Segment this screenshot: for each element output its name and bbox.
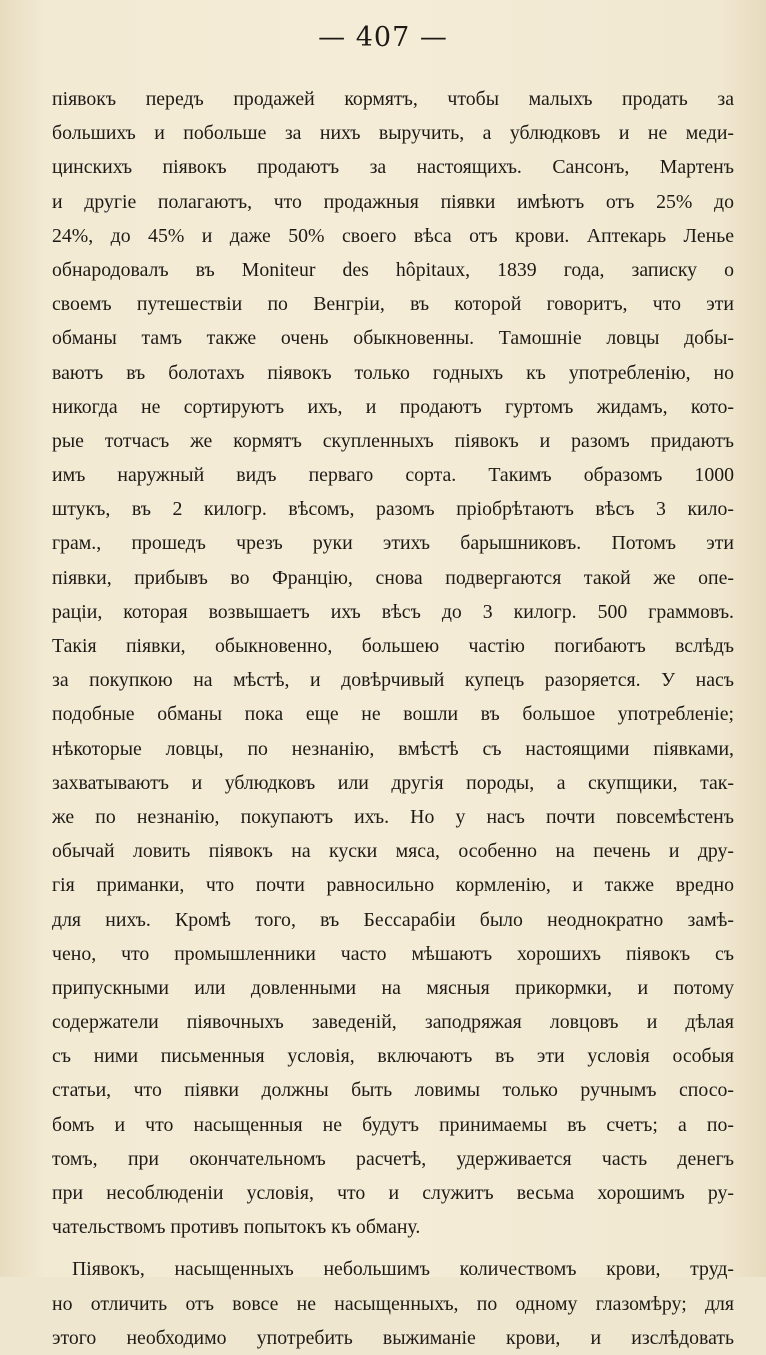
text-line: чено, что промышленники часто мѣшаютъ хорошихъ піявокъ съ [52,942,734,965]
text-line: піявокъ передъ продажей кормятъ, чтобы малыхъ продать за [52,88,734,110]
text-line: и другіе полагаютъ, что продажныя піявки имѣютъ отъ 25% до [52,190,734,213]
text-line: никогда не сортируютъ ихъ, и продаютъ гуртомъ жидамъ, кото- [52,395,734,418]
body-text [52,82,734,1355]
text-line: нѣкоторые ловцы, по незнанію, вмѣстѣ съ настоящими піявками, [52,737,734,760]
text-line: обычай ловить піявокъ на куски мяса, особенно на печень и дру- [52,840,734,863]
text-line: Такія піявки, обыкновенно, большею частію погибаютъ вслѣдъ [52,635,734,657]
text-line: большихъ и побольше за нихъ выручить, а ублюдковъ и не меди- [52,122,734,145]
paragraph-1 [52,82,734,1244]
text-line: статьи, что піявки должны быть ловимы только ручнымъ спосо- [52,1079,734,1102]
text-line: томъ, при окончательномъ расчетѣ, удерживается часть денегъ [52,1147,734,1170]
text-line: захватываютъ и ублюдковъ или другія породы, а скупщики, так- [52,771,734,794]
text-line: но отличить отъ вовсе не насыщенныхъ, по одному глазомѣру; для [52,1292,734,1315]
page-number: — 407 — [318,22,448,53]
text-line: обнародовалъ въ Moniteur des hôpitaux, 1839 года, записку о [52,258,734,281]
text-line: чательствомъ противъ попытокъ къ обману. [52,1216,421,1239]
paragraph-2 [52,1252,734,1355]
text-line: раціи, которая возвышаетъ ихъ вѣсъ до 3 килогр. 500 граммовъ. [52,600,734,623]
text-line: бомъ и что насыщенныя не будутъ принимаемы въ счетъ; а по- [52,1113,734,1136]
text-line: гія приманки, что почти равносильно кормленію, и также вредно [52,874,734,897]
text-line: же по незнанію, покупаютъ ихъ. Но у насъ почти повсемѣстенъ [52,805,734,828]
text-line: обманы тамъ также очень обыкновенны. Тамошніе ловцы добы- [52,327,734,350]
text-line: 24%, до 45% и даже 50% своего вѣса отъ крови. Аптекарь Ленье [52,224,734,247]
text-line: этого необходимо употребить выжиманіе крови, и изслѣдовать [52,1326,734,1349]
text-line: припускными или довленными на мясныя прикормки, и потому [52,976,734,999]
text-line: за покупкою на мѣстѣ, и довѣрчивый купецъ разоряется. У насъ [52,669,734,692]
text-line: своемъ путешествіи по Венгріи, въ которой говоритъ, что эти [52,293,734,316]
text-line: при несоблюденіи условія, что и служитъ весьма хорошимъ ру- [52,1182,734,1204]
text-line: Піявокъ, насыщенныхъ небольшимъ количествомъ крови, труд- [72,1258,734,1281]
text-line: грам., прошедъ чрезъ руки этихъ барышниковъ. Потомъ эти [52,532,734,555]
text-line: піявки, прибывъ во Францію, снова подвергаются такой же опе- [52,566,734,589]
text-line: для нихъ. Кромѣ того, въ Бессарабіи было неоднократно замѣ- [52,908,734,931]
text-line: цинскихъ піявокъ продаютъ за настоящихъ. Сансонъ, Мартенъ [52,156,734,179]
paragraph-gap [52,1244,734,1252]
text-line: съ ними письменныя условія, включаютъ въ эти условія особыя [52,1045,734,1068]
text-line: штукъ, въ 2 килогр. вѣсомъ, разомъ пріобрѣтаютъ вѣсъ 3 кило- [52,498,734,521]
text-line: содержатели піявочныхъ заведеній, заподряжая ловцовъ и дѣлая [52,1011,734,1034]
text-line: подобные обманы пока еще не вошли въ большое употребленіе; [52,703,734,726]
text-line: ваютъ въ болотахъ піявокъ только годныхъ къ употребленію, но [52,361,734,384]
text-line: рые тотчасъ же кормятъ скупленныхъ піявокъ и разомъ придаютъ [52,429,734,452]
text-line: имъ наружный видъ перваго сорта. Такимъ образомъ 1000 [52,464,734,487]
